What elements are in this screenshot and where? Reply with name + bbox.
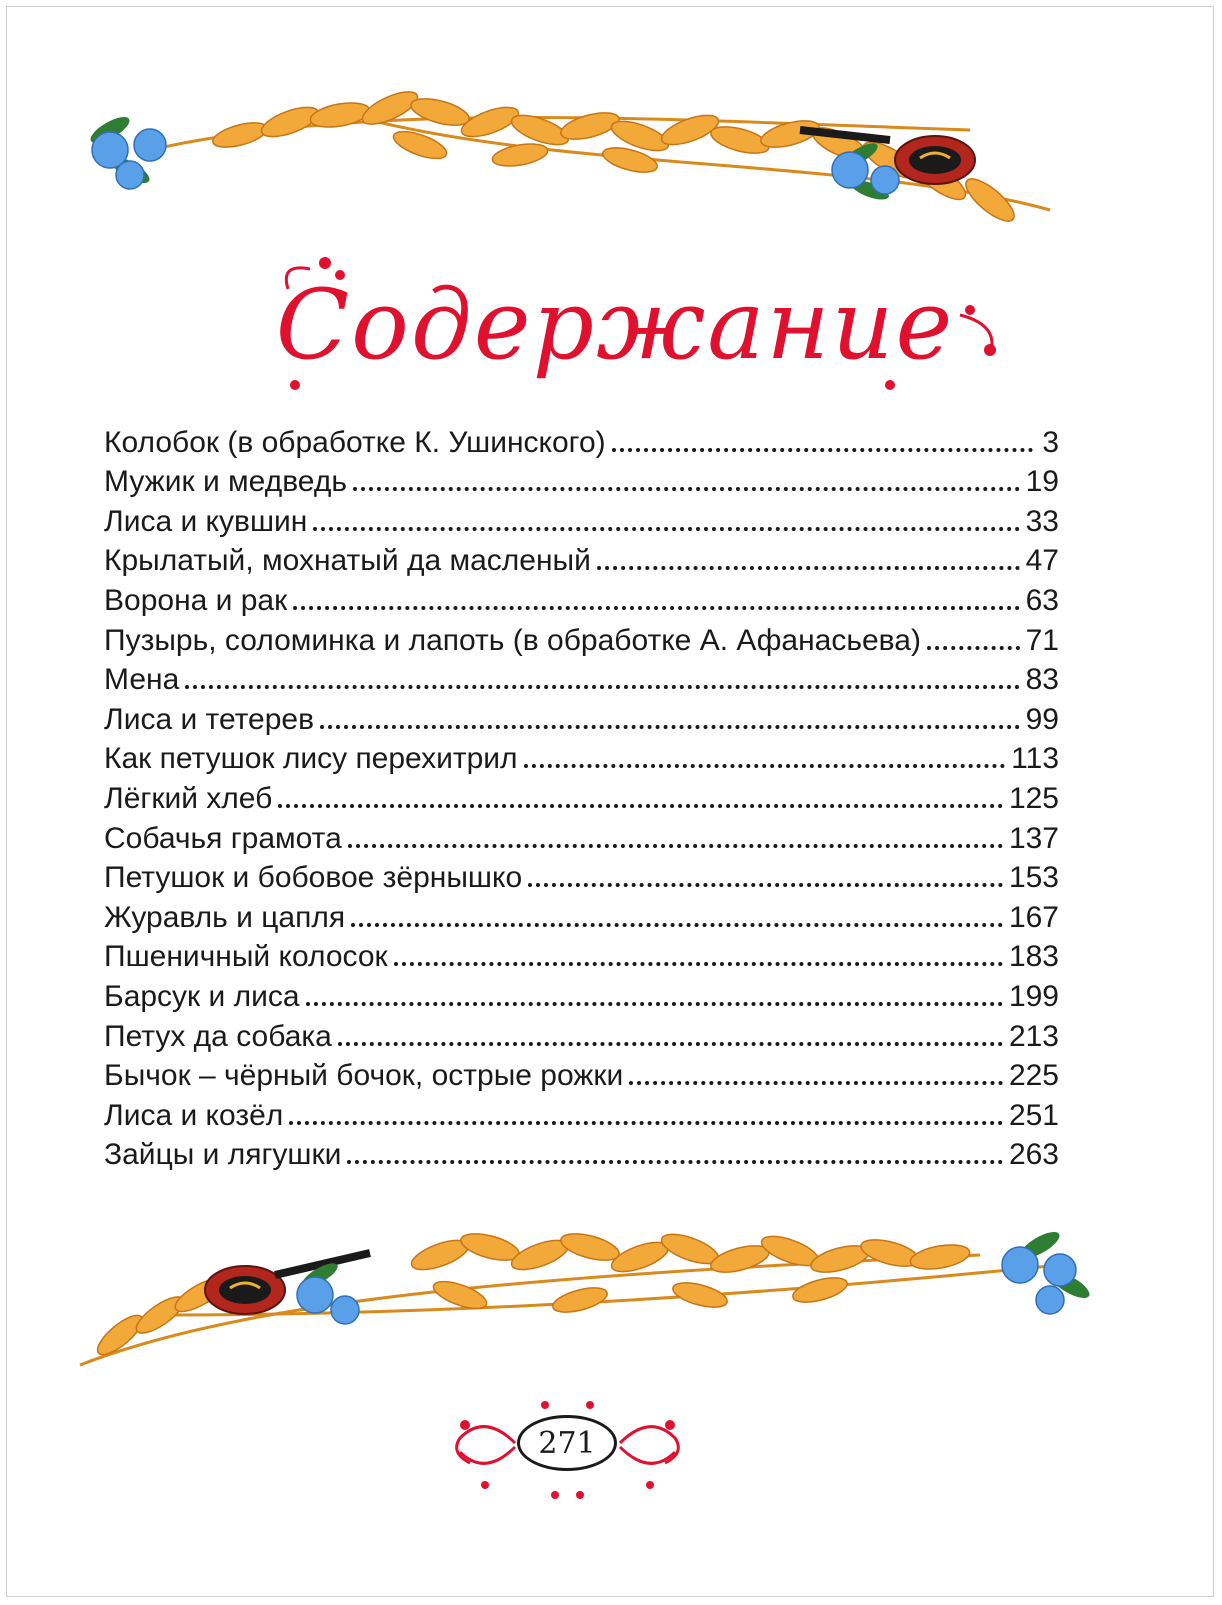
toc-entry-title: Пшеничный колосок bbox=[104, 940, 388, 974]
toc-entry[interactable] bbox=[104, 618, 1059, 658]
wheat-garland-icon bbox=[60, 1195, 1120, 1385]
dot-leader bbox=[353, 487, 1020, 491]
toc-entry[interactable] bbox=[104, 460, 1059, 500]
toc-entry-title: Как петушок лису перехитрил bbox=[104, 742, 518, 776]
dot-leader bbox=[289, 1121, 1003, 1125]
toc-entry-page: 19 bbox=[1025, 465, 1059, 499]
toc-entry-title: Собачья грамота bbox=[104, 821, 342, 855]
toc-entry[interactable] bbox=[104, 935, 1059, 975]
toc-entry-title: Лиса и тетерев bbox=[104, 702, 315, 736]
toc-entry[interactable] bbox=[104, 420, 1059, 460]
toc-entry-title: Барсук и лиса bbox=[104, 979, 300, 1013]
toc-entry[interactable] bbox=[104, 1054, 1059, 1094]
dot-leader bbox=[394, 962, 1003, 966]
toc-entry[interactable] bbox=[104, 895, 1059, 935]
dot-leader bbox=[629, 1081, 1003, 1085]
toc-entry-title: Пузырь, соломинка и лапоть (в обработке А. Афанасьева) bbox=[104, 623, 921, 657]
toc-entry-title: Журавль и цапля bbox=[104, 900, 346, 934]
toc-entry-title: Мена bbox=[104, 663, 180, 697]
toc-entry-page: 47 bbox=[1025, 544, 1059, 578]
toc-entry-page: 99 bbox=[1025, 702, 1059, 736]
dot-leader bbox=[306, 1002, 1003, 1006]
toc-entry-title: Лиса и козёл bbox=[104, 1098, 284, 1132]
toc-entry[interactable] bbox=[104, 658, 1059, 698]
toc-entry[interactable] bbox=[104, 499, 1059, 539]
toc-entry-page: 63 bbox=[1025, 583, 1059, 617]
toc-entry-title: Лёгкий хлеб bbox=[104, 781, 273, 815]
title-area bbox=[200, 255, 1030, 415]
toc-entry-page: 3 bbox=[1042, 425, 1059, 459]
toc-entry-page: 263 bbox=[1008, 1138, 1059, 1172]
dot-leader bbox=[347, 1160, 1003, 1164]
toc-entry-page: 33 bbox=[1025, 504, 1059, 538]
page-title: Содержание bbox=[275, 269, 955, 381]
toc-entry-title: Петушок и бобовое зёрнышко bbox=[104, 861, 523, 895]
toc-entry-page: 183 bbox=[1008, 940, 1059, 974]
toc-entry-page: 125 bbox=[1008, 781, 1059, 815]
toc-entry-title: Мужик и медведь bbox=[104, 465, 347, 499]
toc-entry-page: 167 bbox=[1008, 900, 1059, 934]
toc-entry-page: 71 bbox=[1025, 623, 1059, 657]
dot-leader bbox=[320, 725, 1020, 729]
toc-entry[interactable] bbox=[104, 816, 1059, 856]
toc-entry-page: 153 bbox=[1008, 861, 1059, 895]
toc-entry[interactable] bbox=[104, 776, 1059, 816]
toc-entry-title: Лиса и кувшин bbox=[104, 504, 308, 538]
toc-entry-page: 137 bbox=[1008, 821, 1059, 855]
toc-entry[interactable] bbox=[104, 578, 1059, 618]
toc-entry[interactable] bbox=[104, 1014, 1059, 1054]
toc-entry[interactable] bbox=[104, 539, 1059, 579]
toc-entry-page: 213 bbox=[1008, 1019, 1059, 1053]
toc-entry-page: 251 bbox=[1008, 1098, 1059, 1132]
toc-entry[interactable] bbox=[104, 856, 1059, 896]
page-number-area bbox=[445, 1395, 690, 1505]
toc-entry-title: Петух да собака bbox=[104, 1019, 332, 1053]
dot-leader bbox=[185, 685, 1019, 689]
dot-leader bbox=[612, 448, 1033, 452]
toc-entry[interactable] bbox=[104, 737, 1059, 777]
dot-leader bbox=[351, 923, 1003, 927]
toc-entry-page: 199 bbox=[1008, 979, 1059, 1013]
table-of-contents bbox=[104, 420, 1059, 1172]
toc-entry-title: Ворона и рак bbox=[104, 583, 288, 617]
toc-entry-page: 225 bbox=[1008, 1059, 1059, 1093]
toc-entry[interactable] bbox=[104, 697, 1059, 737]
dot-leader bbox=[338, 1042, 1003, 1046]
toc-entry-page: 83 bbox=[1025, 663, 1059, 697]
toc-entry[interactable] bbox=[104, 974, 1059, 1014]
toc-entry-title: Зайцы и лягушки bbox=[104, 1138, 342, 1172]
dot-leader bbox=[927, 646, 1020, 650]
toc-entry-page: 113 bbox=[1011, 742, 1059, 776]
toc-entry-title: Бычок – чёрный бочок, острые рожки bbox=[104, 1059, 624, 1093]
wheat-garland-icon bbox=[70, 60, 1080, 260]
dot-leader bbox=[528, 883, 1003, 887]
dot-leader bbox=[524, 764, 1006, 768]
toc-entry-title: Колобок (в обработке К. Ушинского) bbox=[104, 425, 606, 459]
toc-entry-title: Крылатый, мохнатый да масленый bbox=[104, 544, 591, 578]
page-number: 271 bbox=[517, 1415, 617, 1471]
toc-entry[interactable] bbox=[104, 1133, 1059, 1173]
dot-leader bbox=[293, 606, 1019, 610]
dot-leader bbox=[348, 844, 1003, 848]
toc-entry[interactable] bbox=[104, 1093, 1059, 1133]
dot-leader bbox=[313, 527, 1019, 531]
dot-leader bbox=[278, 804, 1003, 808]
dot-leader bbox=[597, 566, 1020, 570]
